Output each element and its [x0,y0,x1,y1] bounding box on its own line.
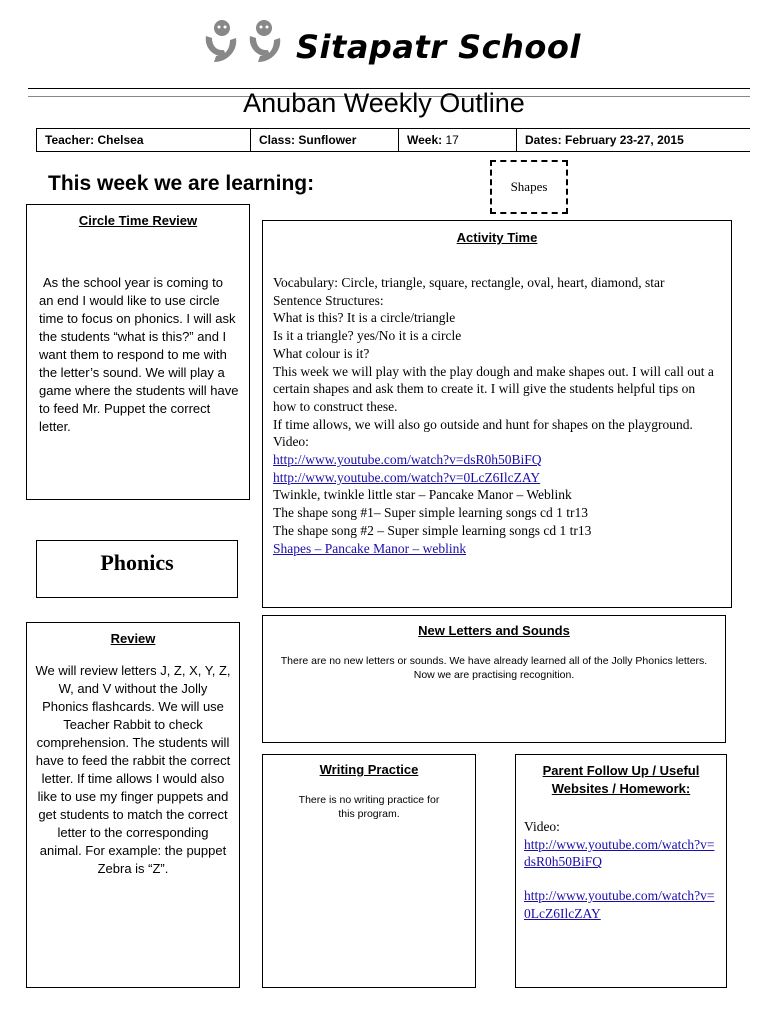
writing-practice-box [262,754,476,988]
parent-follow-up-box [515,754,727,988]
parent-video-label: Video: [524,819,560,834]
review-box [26,622,240,988]
activity-line: What is this? It is a circle/triangle [273,310,456,326]
parent-body [524,818,718,923]
activity-line: Is it a triangle? yes/No it is a circle [273,328,462,344]
teacher-label: Teacher: [45,133,95,147]
activity-body [273,274,721,557]
circle-time-body: As the school year is coming to an end I would like to use circle time to focus on phonics. I will ask the students “what is this?” and I want them to respond to me with the letter’s sound. We will play a game where the students will have to feed Mr. Puppet the correct letter. [39,275,239,434]
phonics-title: Phonics [100,550,174,575]
activity-line: The shape song #2 – Super simple learning songs cd 1 tr13 [273,522,592,538]
learning-heading: This week we are learning: [48,172,315,195]
parent-follow-up-title: Parent Follow Up / Useful Websites / Homework: [542,763,700,796]
review-title: Review [110,631,156,646]
activity-time-title: Activity Time [456,230,538,245]
new-letters-body: There are no new letters or sounds. We have already learned all of the Jolly Phonics letters. Now we are practising recognition. [280,655,708,681]
class-label: Class: [259,133,296,147]
new-letters-box [262,615,726,743]
week-cell [398,129,511,151]
video-link-1[interactable]: http://www.youtube.com/watch?v=dsR0h50BiFQ [273,452,542,468]
parent-video-link-1[interactable]: http://www.youtube.com/watch?v=dsR0h50BiFQ [524,836,715,870]
school-logo-icon [200,18,290,70]
class-cell [250,129,399,151]
parent-video-link-2[interactable]: http://www.youtube.com/watch?v=0LcZ6IlcZAY [524,888,715,921]
teacher-cell [36,129,251,151]
circle-time-box [26,204,250,500]
page-title: Anuban Weekly Outline [243,88,525,118]
school-name: Sitapatr School [296,28,581,66]
activity-time-box [262,220,732,608]
week-value: 17 [445,133,459,147]
class-value: Sunflower [298,133,357,147]
activity-line: Sentence Structures: [273,292,384,308]
shapes-weblink[interactable]: Shapes – Pancake Manor – weblink [273,540,467,556]
activity-line: Vocabulary: Circle, triangle, square, rectangle, oval, heart, diamond, star [273,275,665,290]
phonics-box [36,540,238,598]
activity-line: What colour is it? [273,345,370,361]
activity-line: Twinkle, twinkle little star – Pancake Manor – Weblink [273,487,572,503]
activity-line: The shape song #1– Super simple learning songs cd 1 tr13 [273,505,588,521]
activity-line: If time allows, we will also go outside and hunt for shapes on the playground. [273,416,693,432]
dates-label: Dates: [525,133,562,147]
activity-line: This week we will play with the play dough and make shapes out. I will call out a certain shapes and ask them to create it. I will give the students helpful tips on how to construct these. [273,363,714,414]
topic-box: Shapes [490,160,568,214]
teacher-value: Chelsea [97,133,144,147]
week-label: Week: [407,133,443,147]
activity-line: Video: [273,434,309,450]
review-body: We will review letters J, Z, X, Y, Z, W, and V without the Jolly Phonics flashcards. We will use Teacher Rabbit to check comprehension. The students will have to feed the rabbit the correct letter. If time allows I would also like to use my finger puppets and get students to match the correct letter to the corresponding animal. For example: the puppet Zebra is “Z”. [35,663,231,876]
writing-practice-title: Writing Practice [319,762,419,777]
new-letters-title: New Letters and Sounds [418,623,570,638]
circle-time-title: Circle Time Review [78,213,198,228]
writing-practice-body: There is no writing practice for this program. [298,794,440,820]
dates-cell [516,129,751,151]
info-row [36,128,750,152]
video-link-2[interactable]: http://www.youtube.com/watch?v=0LcZ6IlcZAY [273,469,541,485]
dates-value: February 23-27, 2015 [565,133,684,147]
